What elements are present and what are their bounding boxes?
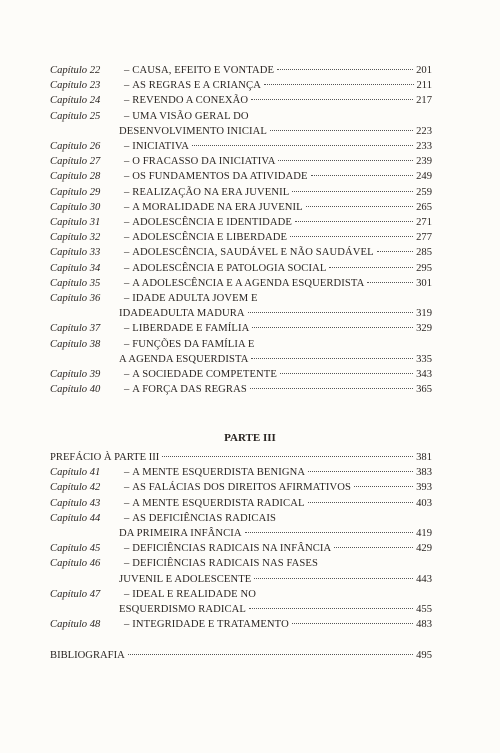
page-number: 393 (416, 482, 432, 494)
chapter-title: DEFICIÊNCIAS RADICAIS NAS FASES (132, 558, 318, 570)
dash: – (124, 217, 130, 229)
chapter-label: Capítulo 25 (50, 110, 101, 122)
toc-entry (50, 556, 432, 571)
toc-entry (50, 124, 432, 139)
chapter-label: Capítulo 23 (50, 80, 101, 92)
toc-entry (50, 587, 432, 602)
page-number: 365 (416, 384, 432, 396)
toc-entry (50, 450, 432, 465)
leader-dots (252, 327, 413, 328)
toc-entry (50, 185, 432, 200)
chapter-label: Capítulo 29 (50, 186, 101, 198)
chapter-label: Capítulo 35 (50, 277, 101, 289)
page-number: 403 (416, 497, 432, 509)
leader-dots (306, 206, 413, 207)
toc-entry (50, 154, 432, 169)
toc-entry (50, 648, 432, 663)
toc-entry (50, 230, 432, 245)
leader-dots (245, 532, 413, 533)
chapter-title: INTEGRIDADE E TRATAMENTO (132, 619, 289, 631)
chapter-label: Capítulo 34 (50, 262, 101, 274)
page-number: 239 (416, 156, 432, 168)
toc-entry (50, 93, 432, 108)
page-number: 217 (416, 95, 432, 107)
toc-entry (50, 602, 432, 617)
dash: – (124, 186, 130, 198)
chapter-label: PREFÁCIO À PARTE III (50, 452, 160, 463)
toc-entry (50, 526, 432, 541)
chapter-title: AS FALÁCIAS DOS DIREITOS AFIRMATIVOS (132, 482, 351, 494)
toc-entry (50, 78, 432, 93)
chapter-title: IDADE ADULTA JOVEM E (132, 293, 258, 305)
page-number: 443 (416, 573, 432, 585)
toc-entry (50, 617, 432, 632)
leader-dots (248, 312, 413, 313)
toc-part-3 (50, 450, 432, 663)
dash: – (124, 619, 130, 631)
page-number: 249 (416, 171, 432, 183)
dash: – (124, 558, 130, 570)
page-number: 223 (416, 125, 432, 137)
toc-entry (50, 352, 432, 367)
chapter-title: REVENDO A CONEXÃO (132, 95, 249, 107)
page-number: 429 (416, 543, 432, 555)
page-number: 271 (416, 217, 432, 229)
toc-entry (50, 261, 432, 276)
chapter-title: IDADEADULTA MADURA (119, 308, 245, 320)
chapter-title: A AGENDA ESQUERDISTA (119, 353, 249, 365)
page-number: 211 (416, 80, 432, 92)
chapter-label: Capítulo 38 (50, 338, 101, 350)
chapter-label: BIBLIOGRAFIA (50, 649, 125, 661)
toc-entry (50, 63, 432, 78)
page-number: 265 (416, 201, 432, 213)
chapter-title: LIBERDADE E FAMÍLIA (132, 323, 250, 335)
chapter-label: Capítulo 33 (50, 247, 101, 259)
dash: – (124, 277, 130, 289)
toc-entry (50, 511, 432, 526)
page-number: 233 (416, 141, 432, 153)
chapter-label: Capítulo 24 (50, 95, 101, 107)
toc-entry (50, 541, 432, 556)
leader-dots (278, 160, 413, 161)
chapter-label: Capítulo 31 (50, 217, 101, 229)
chapter-title: IDEAL E REALIDADE NO (132, 588, 257, 600)
chapter-title: A MENTE ESQUERDISTA RADICAL (132, 497, 305, 509)
leader-dots (250, 388, 413, 389)
chapter-title: ADOLESCÊNCIA E LIBERDADE (132, 232, 288, 244)
leader-dots (311, 175, 414, 176)
chapter-title: DEFICIÊNCIAS RADICAIS NA INFÂNCIA (132, 543, 332, 555)
chapter-title: OS FUNDAMENTOS DA ATIVIDADE (132, 171, 308, 183)
chapter-title: ADOLESCÊNCIA E IDENTIDADE (132, 217, 292, 229)
toc-entry (50, 109, 432, 124)
chapter-title: A FORÇA DAS REGRAS (132, 384, 247, 396)
page-number: 495 (416, 649, 432, 661)
chapter-label: Capítulo 32 (50, 232, 101, 244)
toc-entry (50, 367, 432, 382)
chapter-title: REALIZAÇÃO NA ERA JUVENIL (132, 186, 290, 198)
toc-entry (50, 480, 432, 495)
leader-dots (290, 236, 413, 237)
page-number: 335 (416, 353, 432, 365)
dash: – (124, 384, 130, 396)
toc-part-2 (50, 63, 432, 397)
chapter-label: Capítulo 39 (50, 369, 101, 381)
toc-entry (50, 382, 432, 397)
chapter-title: A SOCIEDADE COMPETENTE (132, 369, 277, 381)
toc-entry (50, 276, 432, 291)
leader-dots (329, 267, 413, 268)
leader-dots (192, 145, 413, 146)
page-number: 277 (416, 232, 432, 244)
toc-entry (50, 245, 432, 260)
toc-entry (50, 572, 432, 587)
toc-entry (50, 291, 432, 306)
leader-dots (264, 84, 414, 85)
page-number: 381 (416, 452, 432, 463)
dash: – (124, 497, 130, 509)
chapter-label: Capítulo 40 (50, 384, 101, 396)
dash: – (124, 201, 130, 213)
dash: – (124, 95, 130, 107)
leader-dots (367, 282, 413, 283)
chapter-title: ADOLESCÊNCIA E PATOLOGIA SOCIAL (132, 262, 327, 274)
dash: – (124, 232, 130, 244)
chapter-title: AS REGRAS E A CRIANÇA (132, 80, 261, 92)
page-number: 285 (416, 247, 432, 259)
chapter-title: O FRACASSO DA INICIATIVA (132, 156, 276, 168)
chapter-title: INICIATIVA (132, 141, 190, 153)
dash: – (124, 482, 130, 494)
dash: – (124, 467, 130, 479)
leader-dots (249, 608, 413, 609)
leader-dots (254, 578, 413, 579)
leader-dots (251, 358, 413, 359)
page-number: 419 (416, 528, 432, 540)
leader-dots (308, 471, 413, 472)
leader-dots (308, 502, 414, 503)
chapter-label: Capítulo 42 (50, 482, 101, 494)
chapter-title: DA PRIMEIRA INFÂNCIA (119, 528, 242, 540)
chapter-label: Capítulo 47 (50, 588, 101, 600)
toc-entry (50, 200, 432, 215)
dash: – (124, 141, 130, 153)
page-number: 319 (416, 308, 432, 320)
dash: – (124, 171, 130, 183)
chapter-label: Capítulo 43 (50, 497, 101, 509)
page-number: 259 (416, 186, 432, 198)
chapter-label: Capítulo 37 (50, 323, 101, 335)
toc-spacer (50, 632, 432, 647)
chapter-title: FUNÇÕES DA FAMÍLIA E (132, 338, 255, 350)
leader-dots (128, 654, 413, 655)
chapter-label: Capítulo 22 (50, 65, 101, 76)
page-number: 483 (416, 619, 432, 631)
leader-dots (292, 191, 413, 192)
dash: – (124, 323, 130, 335)
chapter-label: Capítulo 27 (50, 156, 101, 168)
part-3-heading: PARTE III (224, 432, 276, 444)
leader-dots (277, 69, 413, 70)
chapter-label: Capítulo 41 (50, 467, 101, 479)
dash: – (124, 338, 130, 350)
dash: – (124, 262, 130, 274)
toc-entry (50, 496, 432, 511)
chapter-title: CAUSA, EFEITO E VONTADE (132, 65, 275, 76)
leader-dots (295, 221, 413, 222)
chapter-title: A MORALIDADE NA ERA JUVENIL (132, 201, 303, 213)
chapter-title: A ADOLESCÊNCIA E A AGENDA ESQUERDISTA (132, 277, 365, 289)
chapter-label: Capítulo 45 (50, 543, 101, 555)
chapter-label: Capítulo 44 (50, 512, 101, 524)
dash: – (124, 80, 130, 92)
leader-dots (292, 623, 413, 624)
dash: – (124, 156, 130, 168)
page-number: 383 (416, 467, 432, 479)
chapter-title: UMA VISÃO GERAL DO (132, 110, 249, 122)
dash: – (124, 543, 130, 555)
leader-dots (270, 130, 413, 131)
chapter-title: AS DEFICIÊNCIAS RADICAIS (132, 512, 276, 524)
leader-dots (162, 456, 413, 457)
toc-entry (50, 306, 432, 321)
toc-entry (50, 215, 432, 230)
dash: – (124, 293, 130, 305)
toc-entry (50, 337, 432, 352)
dash: – (124, 369, 130, 381)
chapter-title: A MENTE ESQUERDISTA BENIGNA (132, 467, 306, 479)
page-number: 329 (416, 323, 432, 335)
dash: – (124, 588, 130, 600)
leader-dots (377, 251, 413, 252)
toc-entry (50, 169, 432, 184)
chapter-label: Capítulo 28 (50, 171, 101, 183)
leader-dots (334, 547, 413, 548)
dash: – (124, 247, 130, 259)
dash: – (124, 110, 130, 122)
chapter-title: JUVENIL E ADOLESCENTE (119, 573, 252, 585)
chapter-label: Capítulo 30 (50, 201, 101, 213)
chapter-label: Capítulo 36 (50, 293, 101, 305)
toc-entry (50, 321, 432, 336)
chapter-title: DESENVOLVIMENTO INICIAL (119, 125, 267, 137)
leader-dots (280, 373, 413, 374)
dash: – (124, 65, 130, 76)
chapter-title: ESQUERDISMO RADICAL (119, 604, 246, 616)
page-number: 343 (416, 369, 432, 381)
chapter-label: Capítulo 46 (50, 558, 101, 570)
dash: – (124, 512, 130, 524)
chapter-label: Capítulo 48 (50, 619, 101, 631)
chapter-title: ADOLESCÊNCIA, SAUDÁVEL E NÃO SAUDÁVEL (132, 247, 374, 259)
page-number: 455 (416, 604, 432, 616)
chapter-label: Capítulo 26 (50, 141, 101, 153)
toc-entry (50, 139, 432, 154)
leader-dots (354, 486, 413, 487)
leader-dots (251, 99, 413, 100)
page-number: 295 (416, 262, 432, 274)
page-number: 201 (416, 65, 432, 76)
toc-entry (50, 465, 432, 480)
page-number: 301 (416, 277, 432, 289)
